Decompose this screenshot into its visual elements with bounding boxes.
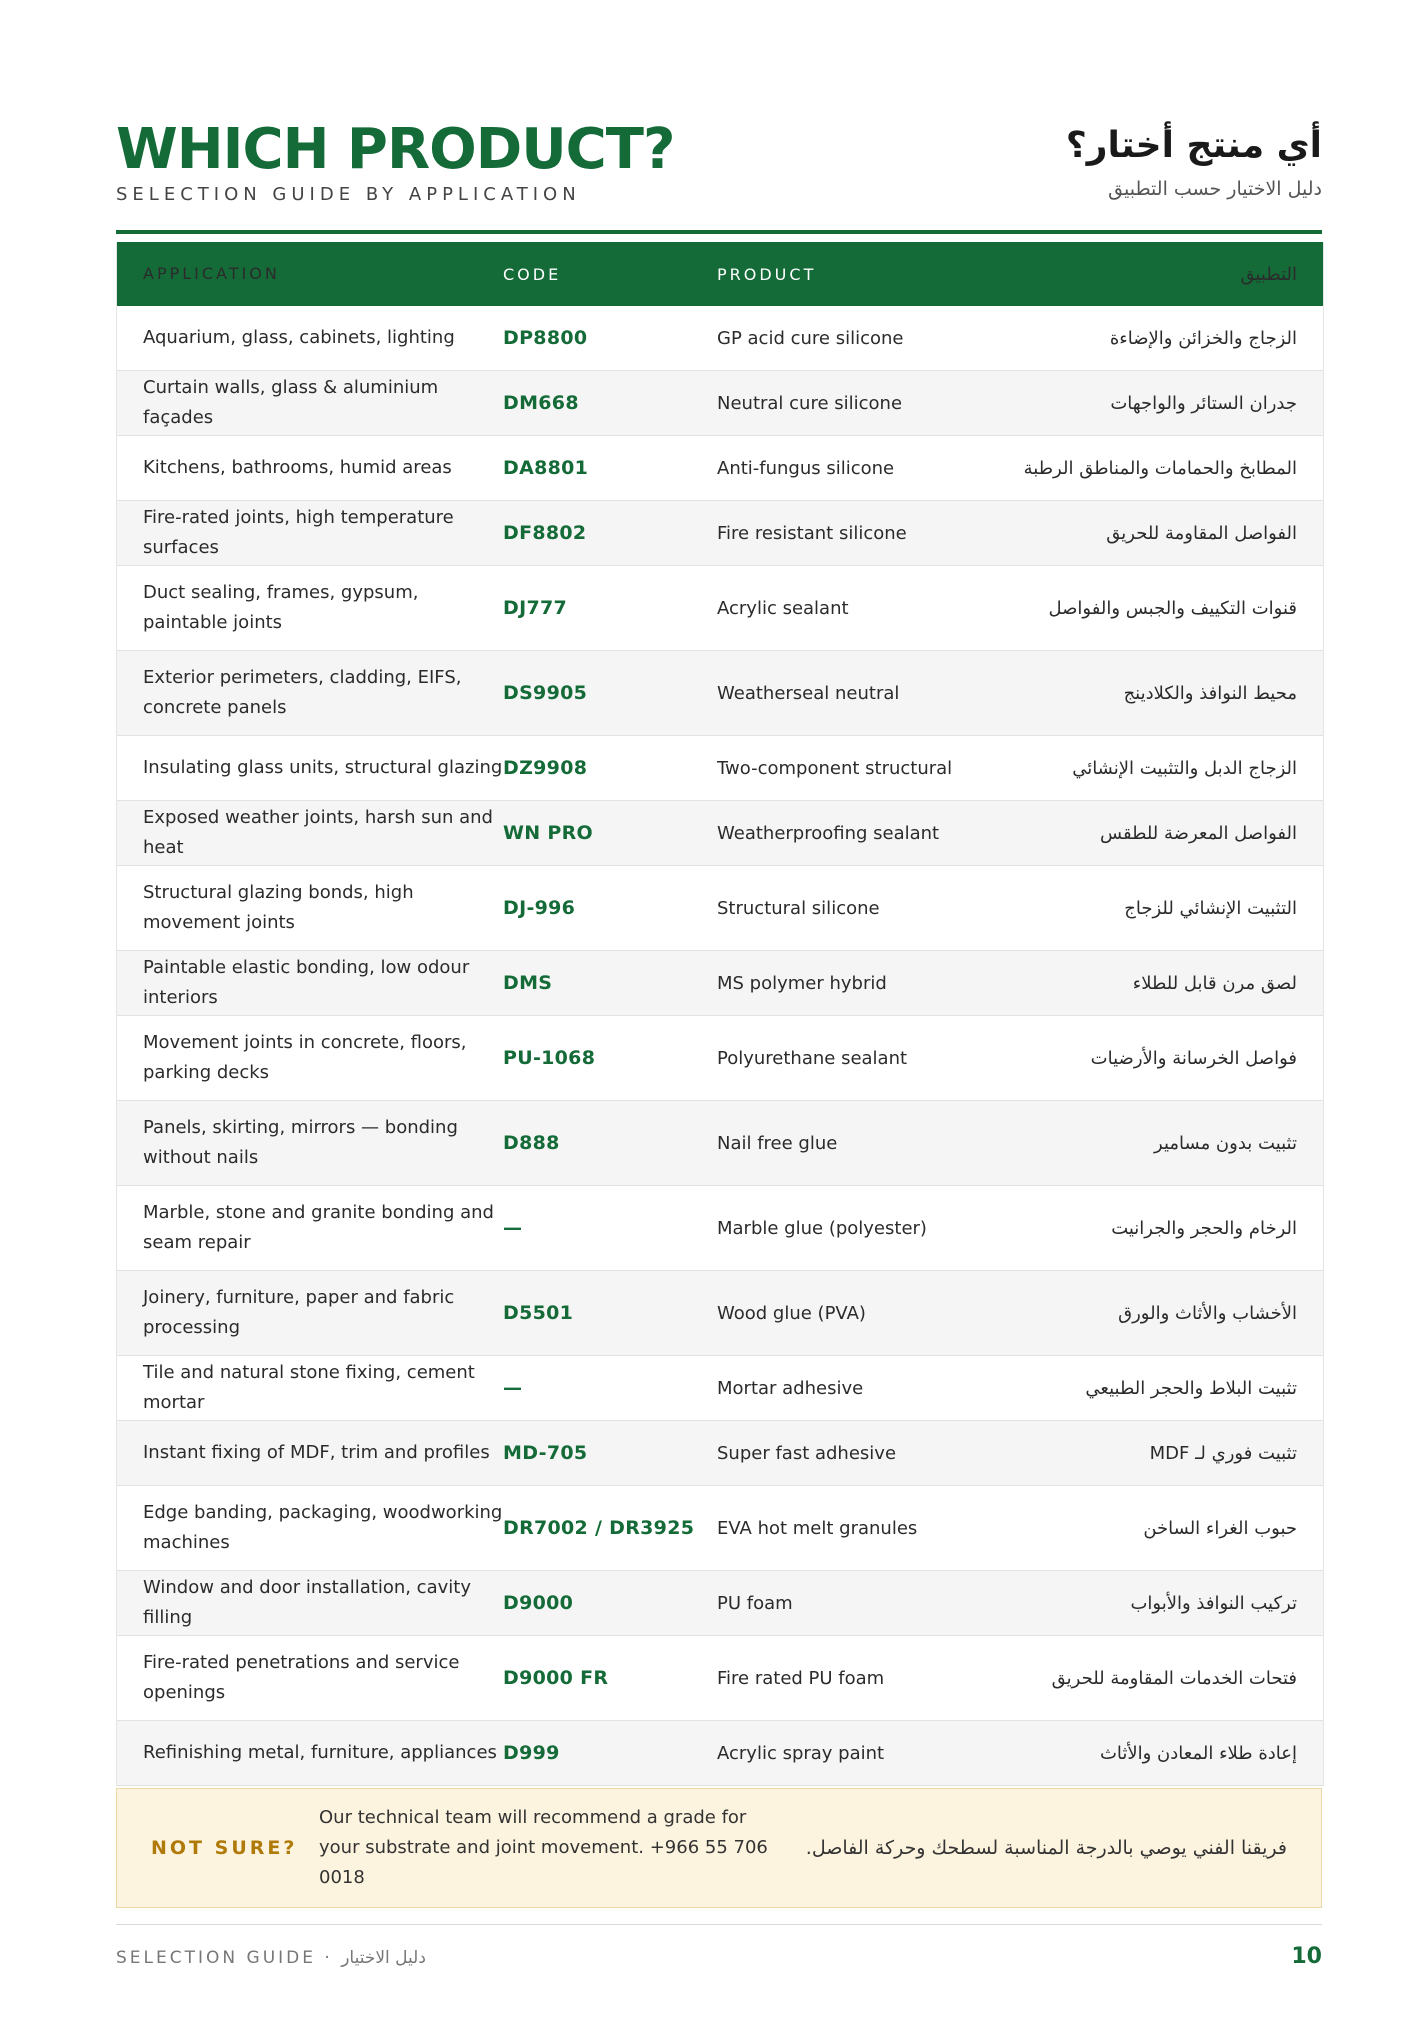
cell-application: Exposed weather joints, harsh sun and heat	[143, 807, 493, 858]
cell-arabic: جدران الستائر والواجهات	[1110, 392, 1297, 414]
table-row	[117, 1186, 1323, 1271]
cell-arabic: الأخشاب والأثاث والورق	[1118, 1302, 1297, 1324]
cell-arabic: التثبيت الإنشائي للزجاج	[1124, 897, 1297, 919]
page-title-arabic: أي منتج أختار؟	[1065, 125, 1322, 166]
cell-product: Acrylic sealant	[717, 597, 849, 619]
cell-product: MS polymer hybrid	[717, 972, 887, 994]
table-row	[117, 1721, 1323, 1786]
cell-arabic: لصق مرن قابل للطلاء	[1132, 972, 1297, 994]
table-row	[117, 1101, 1323, 1186]
table-row	[117, 566, 1323, 651]
table-body	[117, 306, 1323, 1786]
table-row	[117, 1356, 1323, 1421]
cell-code: D9000 FR	[503, 1667, 609, 1689]
table-row	[117, 1636, 1323, 1721]
cell-application: Fire-rated joints, high temperature surfaces	[143, 507, 454, 558]
cell-application: Insulating glass units, structural glazing	[143, 757, 503, 778]
cell-code: D888	[503, 1132, 560, 1154]
callout-message: Our technical team will recommend a grade for your substrate and joint movement. +966 55 706 0018	[319, 1807, 768, 1888]
table-row	[117, 736, 1323, 801]
table-row	[117, 1271, 1323, 1356]
cell-application: Curtain walls, glass & aluminium façades	[143, 377, 439, 428]
cell-application: Refinishing metal, furniture, appliances	[143, 1742, 497, 1763]
cell-application: Structural glazing bonds, high movement joints	[143, 882, 414, 933]
cell-arabic: الرخام والحجر والجرانيت	[1111, 1217, 1297, 1239]
table-row	[117, 1016, 1323, 1101]
cell-arabic: تثبيت فوري لـ MDF	[1149, 1442, 1297, 1464]
cell-arabic: الزجاج والخزائن والإضاءة	[1109, 327, 1297, 349]
cell-code: DF8802	[503, 522, 587, 544]
cell-product: Weatherseal neutral	[717, 682, 900, 704]
callout-label: NOT SURE?	[151, 1837, 298, 1859]
table-row	[117, 1571, 1323, 1636]
cell-arabic: الفواصل المقاومة للحريق	[1106, 522, 1297, 544]
cell-application: Marble, stone and granite bonding and seam repair	[143, 1202, 494, 1253]
cell-product: Polyurethane sealant	[717, 1047, 908, 1069]
cell-code: WN PRO	[503, 822, 593, 844]
cell-product: Weatherproofing sealant	[717, 822, 940, 844]
cell-application: Panels, skirting, mirrors — bonding without nails	[143, 1117, 458, 1168]
cell-product: Anti-fungus silicone	[717, 457, 895, 479]
table-row	[117, 501, 1323, 566]
cell-arabic: قنوات التكييف والجبس والفواصل	[1048, 597, 1297, 619]
cell-arabic: تثبيت بدون مسامير	[1154, 1132, 1297, 1154]
cell-application: Aquarium, glass, cabinets, lighting	[143, 327, 455, 348]
table-row	[117, 1421, 1323, 1486]
cell-arabic: حبوب الغراء الساخن	[1143, 1517, 1297, 1539]
page-title: WHICH PRODUCT?	[116, 117, 675, 182]
cell-code: —	[503, 1377, 523, 1399]
cell-product: Neutral cure silicone	[717, 392, 903, 414]
table-row	[117, 951, 1323, 1016]
cell-application: Tile and natural stone fixing, cement mortar	[143, 1362, 475, 1413]
cell-code: DJ777	[503, 597, 568, 619]
cell-arabic: فتحات الخدمات المقاومة للحريق	[1051, 1667, 1297, 1689]
table-row	[117, 801, 1323, 866]
cell-application: Duct sealing, frames, gypsum, paintable joints	[143, 582, 419, 633]
cell-arabic: المطابخ والحمامات والمناطق الرطبة	[1023, 457, 1297, 479]
cell-application: Fire-rated penetrations and service openings	[143, 1652, 460, 1703]
selection-table	[116, 242, 1324, 1786]
cell-arabic: الفواصل المعرضة للطقس	[1100, 822, 1297, 844]
table-row	[117, 436, 1323, 501]
cell-product: PU foam	[717, 1592, 793, 1614]
cell-product: Fire resistant silicone	[717, 522, 907, 544]
table-header	[117, 242, 1323, 306]
cell-product: GP acid cure silicone	[717, 327, 904, 349]
cell-code: D5501	[503, 1302, 574, 1324]
cell-application: Window and door installation, cavity filling	[143, 1577, 471, 1628]
cell-application: Instant fixing of MDF, trim and profiles	[143, 1442, 490, 1463]
not-sure-callout	[116, 1788, 1322, 1908]
cell-code: DZ9908	[503, 757, 588, 779]
cell-product: Wood glue (PVA)	[717, 1302, 866, 1324]
cell-application: Exterior perimeters, cladding, EIFS, concrete panels	[143, 667, 462, 718]
cell-arabic: فواصل الخرسانة والأرضيات	[1090, 1047, 1297, 1069]
cell-product: Two-component structural	[717, 757, 953, 779]
cell-product: Acrylic spray paint	[717, 1742, 885, 1764]
cell-product: Structural silicone	[717, 897, 880, 919]
column-header-arabic: التطبيق	[1240, 263, 1297, 285]
cell-application: Edge banding, packaging, woodworking machines	[143, 1502, 503, 1553]
header-divider	[116, 230, 1322, 234]
column-header-product: PRODUCT	[717, 264, 817, 284]
cell-code: D999	[503, 1742, 560, 1764]
cell-arabic: تركيب النوافذ والأبواب	[1130, 1592, 1297, 1614]
cell-product: Mortar adhesive	[717, 1377, 864, 1399]
cell-arabic: إعادة طلاء المعادن والأثاث	[1099, 1742, 1297, 1764]
page	[116, 117, 1322, 1969]
table-row	[117, 866, 1323, 951]
cell-code: D9000	[503, 1592, 574, 1614]
cell-arabic: محيط النوافذ والكلادينج	[1123, 682, 1297, 704]
page-subtitle-arabic: دليل الاختيار حسب التطبيق	[1108, 178, 1322, 200]
cell-code: MD-705	[503, 1442, 588, 1464]
cell-application: Paintable elastic bonding, low odour interiors	[143, 957, 470, 1008]
table-row	[117, 1486, 1323, 1571]
cell-arabic: تثبيت البلاط والحجر الطبيعي	[1085, 1377, 1297, 1399]
cell-product: Super fast adhesive	[717, 1442, 897, 1464]
table-row	[117, 306, 1323, 371]
page-header	[116, 118, 1322, 236]
cell-application: Movement joints in concrete, floors, parking decks	[143, 1032, 467, 1083]
cell-code: DS9905	[503, 682, 588, 704]
cell-code: PU-1068	[503, 1047, 596, 1069]
table-row	[117, 371, 1323, 436]
table-row	[117, 651, 1323, 736]
cell-product: Nail free glue	[717, 1132, 838, 1154]
cell-product: EVA hot melt granules	[717, 1517, 918, 1539]
column-header-application: APPLICATION	[143, 264, 280, 283]
cell-code: DJ-996	[503, 897, 576, 919]
callout-message-arabic: فريقنا الفني يوصي بالدرجة المناسبة لسطحك وحركة الفاصل.	[805, 1837, 1287, 1859]
cell-product: Marble glue (polyester)	[717, 1217, 927, 1239]
cell-code: DM668	[503, 392, 579, 414]
page-subtitle: SELECTION GUIDE BY APPLICATION	[116, 184, 581, 205]
cell-arabic: الزجاج الدبل والتثبيت الإنشائي	[1072, 757, 1297, 779]
cell-code: DMS	[503, 972, 553, 994]
page-number: 10	[1291, 1944, 1322, 1969]
column-header-code: CODE	[503, 264, 562, 284]
cell-code: DR7002 / DR3925	[503, 1517, 695, 1539]
cell-application: Joinery, furniture, paper and fabric processing	[143, 1287, 455, 1338]
cell-application: Kitchens, bathrooms, humid areas	[143, 457, 452, 478]
cell-code: —	[503, 1217, 523, 1239]
footer-label: SELECTION GUIDE · دليل الاختيار	[116, 1948, 426, 1968]
cell-code: DA8801	[503, 457, 589, 479]
footer-divider	[116, 1924, 1322, 1925]
cell-code: DP8800	[503, 327, 588, 349]
cell-product: Fire rated PU foam	[717, 1667, 885, 1689]
